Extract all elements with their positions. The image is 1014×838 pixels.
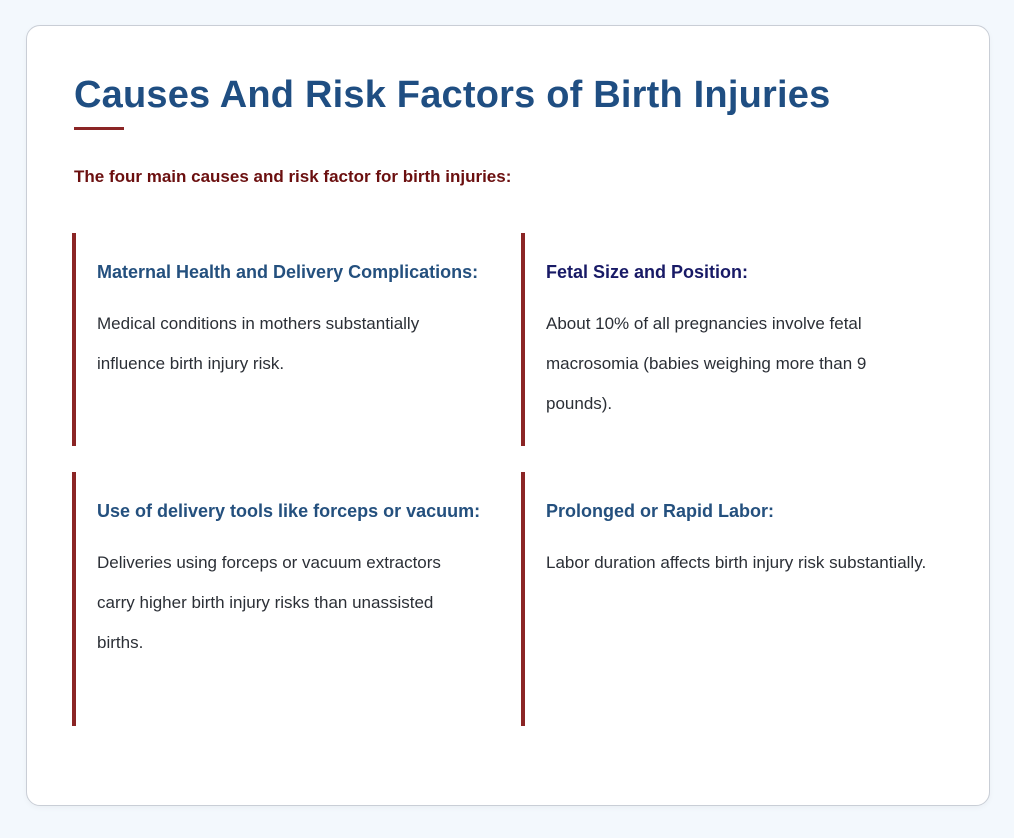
item-heading: Prolonged or Rapid Labor: [546,501,774,521]
page-title: Causes And Risk Factors of Birth Injuries [74,74,831,116]
risk-factor-item-fetal-size [521,233,941,446]
page-subtitle: The four main causes and risk factor for birth injuries: [74,167,512,186]
item-body: Labor duration affects birth injury risk substantially. [546,553,927,572]
item-body: Medical conditions in mothers substantially influence birth injury risk. [97,314,420,373]
content-card [26,25,990,806]
title-underline [74,127,124,130]
item-heading: Fetal Size and Position: [546,262,749,282]
item-heading: Use of delivery tools like forceps or vacuum: [97,501,481,521]
item-body: Deliveries using forceps or vacuum extractors carry higher birth injury risks than unassisted births. [97,553,441,652]
risk-factor-item-labor-duration [521,472,941,726]
risk-factor-item-delivery-tools [72,472,492,726]
item-heading: Maternal Health and Delivery Complications: [97,262,479,282]
item-body: About 10% of all pregnancies involve fetal macrosomia (babies weighing more than 9 pounds). [546,314,867,413]
risk-factor-item-maternal-health [72,233,492,446]
